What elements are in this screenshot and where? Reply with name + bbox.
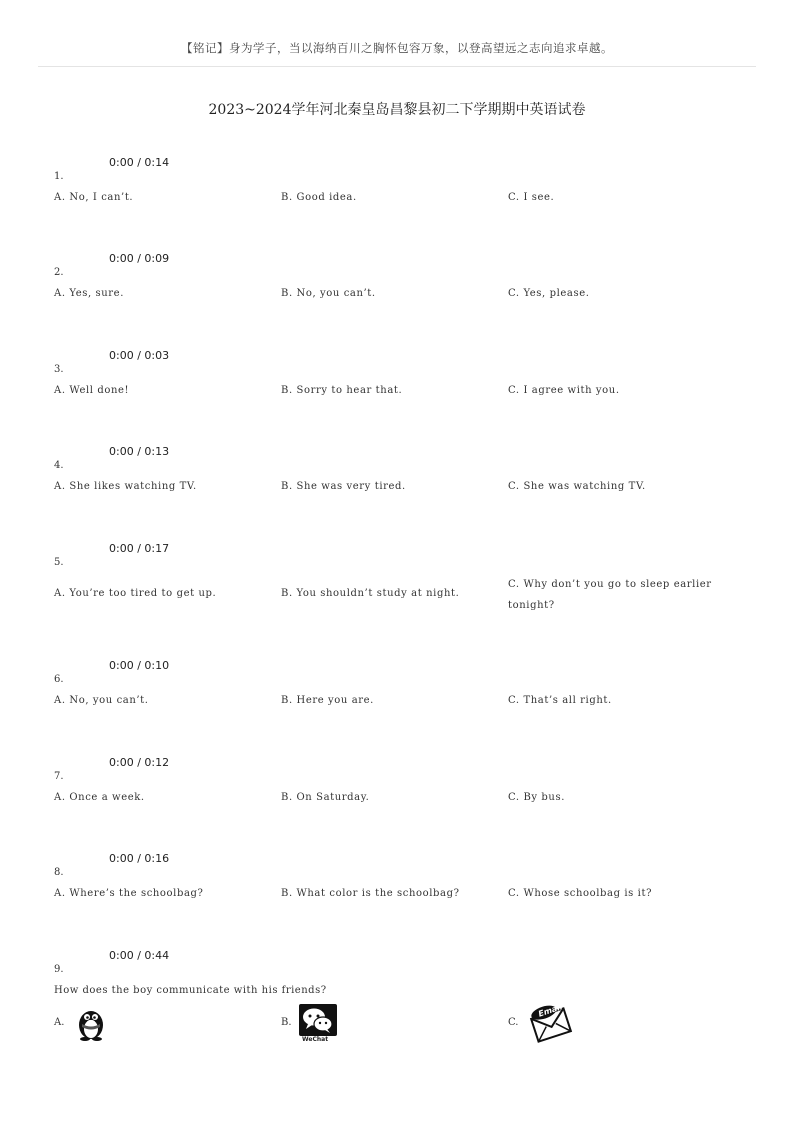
- question-number: 3.: [54, 364, 64, 375]
- option-c: C. I see.: [508, 192, 555, 203]
- question-number: 2.: [54, 267, 64, 278]
- page-title: 2023~2024学年河北秦皇岛昌黎县初二下学期期中英语试卷: [208, 102, 586, 118]
- option-b: B. Good idea.: [281, 192, 357, 203]
- header-divider: [38, 66, 756, 67]
- question-stem: How does the boy communicate with his friends?: [54, 985, 327, 996]
- option-b: B. On Saturday.: [281, 792, 370, 803]
- option-b: B. Sorry to hear that.: [281, 385, 403, 396]
- option-c-label: C.: [508, 1017, 519, 1028]
- option-a: A. Well done!: [54, 385, 130, 396]
- option-b-label: B.: [281, 1017, 292, 1028]
- question-number: 8.: [54, 867, 64, 878]
- audio-player[interactable]: 0:00 / 0:17: [109, 542, 170, 555]
- question-number: 5.: [54, 557, 64, 568]
- question-number: 1.: [54, 171, 64, 182]
- audio-player[interactable]: 0:00 / 0:09: [109, 252, 170, 265]
- option-b: B. She was very tired.: [281, 481, 406, 492]
- option-b: B. What color is the schoolbag?: [281, 888, 460, 899]
- question-number: 9.: [54, 964, 64, 975]
- motto: 【铭记】身为学子，当以海纳百川之胸怀包容万象，以登高望远之志向追求卓越。: [181, 41, 613, 55]
- audio-player[interactable]: 0:00 / 0:12: [109, 756, 170, 769]
- option-a: A. Yes, sure.: [54, 288, 124, 299]
- option-c: C. That’s all right.: [508, 695, 612, 706]
- option-a-label: A.: [54, 1017, 65, 1028]
- option-a: A. No, you can’t.: [54, 695, 149, 706]
- option-c: C. Whose schoolbag is it?: [508, 888, 653, 899]
- option-a: A. She likes watching TV.: [54, 481, 197, 492]
- audio-player[interactable]: 0:00 / 0:14: [109, 156, 170, 169]
- question-number: 7.: [54, 771, 64, 782]
- option-c: C. I agree with you.: [508, 385, 620, 396]
- option-a: A. You’re too tired to get up.: [54, 588, 217, 599]
- audio-player[interactable]: 0:00 / 0:13: [109, 445, 170, 458]
- option-b: B. You shouldn’t study at night.: [281, 588, 460, 599]
- qq-penguin-icon: [74, 1005, 108, 1045]
- option-c: C. She was watching TV.: [508, 481, 646, 492]
- option-a: A. No, I can’t.: [54, 192, 134, 203]
- email-icon: [528, 1003, 574, 1047]
- wechat-caption: WeChat: [302, 1036, 329, 1043]
- email-caption: Email: [537, 1002, 564, 1019]
- audio-player[interactable]: 0:00 / 0:44: [109, 949, 170, 962]
- question-number: 6.: [54, 674, 64, 685]
- option-b: B. No, you can’t.: [281, 288, 376, 299]
- option-b: B. Here you are.: [281, 695, 374, 706]
- option-c: C. Why don’t you go to sleep earlier tonight?: [508, 579, 712, 611]
- audio-player[interactable]: 0:00 / 0:10: [109, 659, 170, 672]
- question-number: 4.: [54, 460, 64, 471]
- option-c: C. Yes, please.: [508, 288, 590, 299]
- audio-player[interactable]: 0:00 / 0:03: [109, 349, 170, 362]
- option-a: A. Once a week.: [54, 792, 145, 803]
- option-c: C. By bus.: [508, 792, 565, 803]
- audio-player[interactable]: 0:00 / 0:16: [109, 852, 170, 865]
- wechat-icon: [298, 1003, 338, 1049]
- option-a: A. Where’s the schoolbag?: [54, 888, 204, 899]
